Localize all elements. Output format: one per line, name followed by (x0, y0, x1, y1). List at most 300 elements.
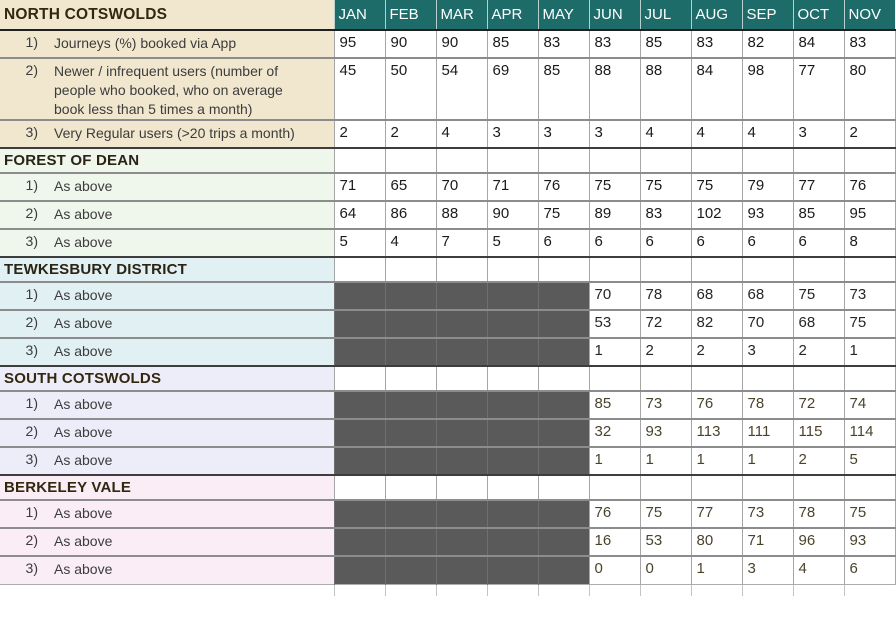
empty-cell (691, 257, 742, 282)
value-cell: 16 (589, 528, 640, 556)
blocked-cell (538, 310, 589, 338)
value-cell: 102 (691, 201, 742, 229)
value-cell: 65 (385, 173, 436, 201)
empty-cell (436, 475, 487, 500)
value-cell: 1 (742, 447, 793, 475)
empty-cell (589, 257, 640, 282)
value-cell: 75 (793, 282, 844, 310)
value-cell: 95 (844, 201, 895, 229)
section-title: NORTH COTSWOLDS (0, 0, 334, 30)
blocked-cell (538, 447, 589, 475)
empty-cell (742, 148, 793, 173)
blocked-cell (436, 310, 487, 338)
empty-cell (844, 148, 895, 173)
value-cell: 84 (691, 58, 742, 120)
row-label (0, 173, 334, 201)
table-row (0, 419, 895, 447)
value-cell: 85 (538, 58, 589, 120)
section-title-row (0, 257, 895, 282)
month-header: APR (487, 0, 538, 30)
value-cell: 68 (742, 282, 793, 310)
row-label-text: As above (54, 505, 113, 521)
value-cell: 88 (589, 58, 640, 120)
value-cell: 114 (844, 419, 895, 447)
value-cell: 6 (589, 229, 640, 257)
empty-cell (334, 257, 385, 282)
empty-cell (436, 257, 487, 282)
value-cell: 89 (589, 201, 640, 229)
value-cell: 83 (691, 30, 742, 58)
blocked-cell (334, 556, 385, 584)
value-cell: 75 (538, 201, 589, 229)
empty-cell (844, 366, 895, 391)
blocked-cell (385, 447, 436, 475)
value-cell: 83 (844, 30, 895, 58)
value-cell: 68 (691, 282, 742, 310)
empty-cell (742, 366, 793, 391)
empty-cell (334, 366, 385, 391)
value-cell: 0 (589, 556, 640, 584)
empty-cell (793, 475, 844, 500)
row-label-text: As above (54, 533, 113, 549)
empty-cell (385, 257, 436, 282)
blocked-cell (334, 391, 385, 419)
row-number: 2) (25, 423, 38, 439)
value-cell: 77 (793, 58, 844, 120)
value-cell: 83 (640, 201, 691, 229)
row-label-text: As above (54, 424, 113, 440)
value-cell: 76 (844, 173, 895, 201)
blocked-cell (334, 500, 385, 528)
blocked-cell (487, 528, 538, 556)
filler-cell (538, 584, 589, 596)
row-label (0, 500, 334, 528)
value-cell: 113 (691, 419, 742, 447)
month-header: NOV (844, 0, 895, 30)
value-cell: 80 (691, 528, 742, 556)
table-row (0, 500, 895, 528)
empty-cell (538, 475, 589, 500)
filler-cell (589, 584, 640, 596)
value-cell: 45 (334, 58, 385, 120)
blocked-cell (538, 556, 589, 584)
value-cell: 93 (742, 201, 793, 229)
value-cell: 71 (742, 528, 793, 556)
value-cell: 4 (640, 120, 691, 148)
empty-cell (793, 366, 844, 391)
blocked-cell (385, 419, 436, 447)
row-label-text: As above (54, 396, 113, 412)
value-cell: 80 (844, 58, 895, 120)
blocked-cell (436, 447, 487, 475)
value-cell: 83 (538, 30, 589, 58)
empty-cell (385, 148, 436, 173)
row-label (0, 391, 334, 419)
section-title-row (0, 148, 895, 173)
empty-cell (691, 148, 742, 173)
blocked-cell (538, 500, 589, 528)
empty-cell (334, 148, 385, 173)
empty-cell (436, 366, 487, 391)
row-label (0, 201, 334, 229)
filler-cell (844, 584, 895, 596)
month-header: SEP (742, 0, 793, 30)
row-label (0, 419, 334, 447)
empty-cell (742, 257, 793, 282)
empty-cell (589, 475, 640, 500)
row-label-text: As above (54, 178, 113, 194)
blocked-cell (487, 556, 538, 584)
row-label (0, 310, 334, 338)
row-label-text: Very Regular users (>20 trips a month) (54, 125, 295, 141)
empty-cell (538, 148, 589, 173)
value-cell: 1 (589, 447, 640, 475)
value-cell: 84 (793, 30, 844, 58)
value-cell: 78 (793, 500, 844, 528)
value-cell: 3 (538, 120, 589, 148)
blocked-cell (487, 310, 538, 338)
value-cell: 75 (844, 310, 895, 338)
value-cell: 68 (793, 310, 844, 338)
value-cell: 95 (334, 30, 385, 58)
value-cell: 72 (640, 310, 691, 338)
row-number: 3) (25, 560, 38, 576)
value-cell: 70 (589, 282, 640, 310)
value-cell: 90 (487, 201, 538, 229)
value-cell: 70 (742, 310, 793, 338)
empty-cell (640, 366, 691, 391)
value-cell: 1 (844, 338, 895, 366)
bottom-filler-row (0, 584, 895, 596)
empty-cell (589, 148, 640, 173)
empty-cell (640, 475, 691, 500)
empty-cell (844, 257, 895, 282)
month-header: JUL (640, 0, 691, 30)
value-cell: 6 (742, 229, 793, 257)
row-label-text: As above (54, 234, 113, 250)
month-header: JAN (334, 0, 385, 30)
row-label (0, 58, 334, 120)
row-label (0, 229, 334, 257)
blocked-cell (385, 556, 436, 584)
value-cell: 88 (640, 58, 691, 120)
empty-cell (742, 475, 793, 500)
value-cell: 4 (691, 120, 742, 148)
table-row (0, 201, 895, 229)
filler-cell (487, 584, 538, 596)
value-cell: 74 (844, 391, 895, 419)
value-cell: 76 (589, 500, 640, 528)
blocked-cell (487, 419, 538, 447)
row-number: 1) (25, 504, 38, 520)
empty-cell (487, 148, 538, 173)
section-title: BERKELEY VALE (0, 475, 334, 500)
value-cell: 2 (844, 120, 895, 148)
value-cell: 75 (640, 500, 691, 528)
value-cell: 82 (742, 30, 793, 58)
value-cell: 75 (691, 173, 742, 201)
row-number: 1) (25, 177, 38, 193)
blocked-cell (538, 282, 589, 310)
value-cell: 2 (385, 120, 436, 148)
row-label-text: As above (54, 343, 113, 359)
empty-cell (589, 366, 640, 391)
row-label-text: As above (54, 561, 113, 577)
blocked-cell (436, 528, 487, 556)
value-cell: 4 (436, 120, 487, 148)
table-row (0, 120, 895, 148)
value-cell: 76 (538, 173, 589, 201)
month-header: AUG (691, 0, 742, 30)
section-title: FOREST OF DEAN (0, 148, 334, 173)
blocked-cell (436, 391, 487, 419)
value-cell: 90 (436, 30, 487, 58)
blocked-cell (385, 391, 436, 419)
row-number: 3) (25, 342, 38, 358)
value-cell: 1 (691, 447, 742, 475)
value-cell: 75 (640, 173, 691, 201)
value-cell: 96 (793, 528, 844, 556)
value-cell: 78 (640, 282, 691, 310)
empty-cell (793, 148, 844, 173)
table-row (0, 556, 895, 584)
value-cell: 5 (844, 447, 895, 475)
empty-cell (487, 475, 538, 500)
value-cell: 4 (742, 120, 793, 148)
table-row (0, 282, 895, 310)
value-cell: 1 (691, 556, 742, 584)
blocked-cell (487, 338, 538, 366)
blocked-cell (334, 282, 385, 310)
month-header: MAY (538, 0, 589, 30)
value-cell: 2 (793, 447, 844, 475)
section-title: SOUTH COTSWOLDS (0, 366, 334, 391)
value-cell: 77 (793, 173, 844, 201)
blocked-cell (436, 282, 487, 310)
value-cell: 72 (793, 391, 844, 419)
blocked-cell (487, 447, 538, 475)
value-cell: 75 (844, 500, 895, 528)
value-cell: 69 (487, 58, 538, 120)
value-cell: 6 (691, 229, 742, 257)
table-row (0, 447, 895, 475)
month-header: JUN (589, 0, 640, 30)
month-header: OCT (793, 0, 844, 30)
value-cell: 6 (844, 556, 895, 584)
table-row (0, 30, 895, 58)
blocked-cell (487, 282, 538, 310)
table-header-row (0, 0, 895, 30)
value-cell: 7 (436, 229, 487, 257)
row-number: 3) (25, 451, 38, 467)
empty-cell (385, 475, 436, 500)
value-cell: 93 (640, 419, 691, 447)
blocked-cell (334, 310, 385, 338)
blocked-cell (487, 500, 538, 528)
row-label (0, 338, 334, 366)
blocked-cell (334, 338, 385, 366)
row-label-text: Newer / infrequent users (number of people who booked, who on average book less than 5 times a month) (54, 63, 283, 117)
blocked-cell (436, 556, 487, 584)
table-row (0, 229, 895, 257)
filler-cell (793, 584, 844, 596)
empty-cell (334, 475, 385, 500)
blocked-cell (385, 310, 436, 338)
table-row (0, 391, 895, 419)
row-label-text: Journeys (%) booked via App (54, 35, 237, 51)
value-cell: 50 (385, 58, 436, 120)
value-cell: 82 (691, 310, 742, 338)
empty-cell (691, 366, 742, 391)
row-number: 3) (25, 124, 38, 140)
row-label (0, 120, 334, 148)
value-cell: 85 (640, 30, 691, 58)
empty-cell (844, 475, 895, 500)
value-cell: 76 (691, 391, 742, 419)
row-number: 2) (25, 62, 38, 78)
row-label (0, 528, 334, 556)
value-cell: 5 (487, 229, 538, 257)
value-cell: 53 (589, 310, 640, 338)
value-cell: 6 (538, 229, 589, 257)
empty-cell (640, 257, 691, 282)
blocked-cell (385, 282, 436, 310)
value-cell: 2 (793, 338, 844, 366)
row-number: 1) (25, 395, 38, 411)
blocked-cell (334, 419, 385, 447)
value-cell: 1 (589, 338, 640, 366)
filler-cell (640, 584, 691, 596)
value-cell: 115 (793, 419, 844, 447)
value-cell: 79 (742, 173, 793, 201)
empty-cell (487, 257, 538, 282)
value-cell: 85 (793, 201, 844, 229)
blocked-cell (538, 391, 589, 419)
row-number: 1) (25, 286, 38, 302)
value-cell: 6 (640, 229, 691, 257)
value-cell: 32 (589, 419, 640, 447)
value-cell: 53 (640, 528, 691, 556)
empty-cell (436, 148, 487, 173)
table-row (0, 338, 895, 366)
blocked-cell (385, 338, 436, 366)
empty-cell (487, 366, 538, 391)
empty-cell (793, 257, 844, 282)
empty-cell (640, 148, 691, 173)
value-cell: 3 (793, 120, 844, 148)
blocked-cell (334, 528, 385, 556)
value-cell: 85 (487, 30, 538, 58)
row-label (0, 30, 334, 58)
value-cell: 111 (742, 419, 793, 447)
value-cell: 90 (385, 30, 436, 58)
blocked-cell (334, 447, 385, 475)
value-cell: 0 (640, 556, 691, 584)
value-cell: 98 (742, 58, 793, 120)
filler-cell (436, 584, 487, 596)
value-cell: 2 (640, 338, 691, 366)
row-label-text: As above (54, 206, 113, 222)
row-number: 2) (25, 532, 38, 548)
filler-cell (742, 584, 793, 596)
row-label (0, 282, 334, 310)
empty-cell (538, 366, 589, 391)
row-number: 2) (25, 205, 38, 221)
value-cell: 88 (436, 201, 487, 229)
empty-cell (538, 257, 589, 282)
blocked-cell (385, 500, 436, 528)
table-row (0, 310, 895, 338)
value-cell: 71 (487, 173, 538, 201)
value-cell: 73 (742, 500, 793, 528)
row-label-text: As above (54, 315, 113, 331)
value-cell: 3 (487, 120, 538, 148)
blocked-cell (538, 528, 589, 556)
row-number: 1) (25, 34, 38, 50)
value-cell: 86 (385, 201, 436, 229)
filler-cell (0, 584, 334, 596)
value-cell: 93 (844, 528, 895, 556)
blocked-cell (538, 419, 589, 447)
value-cell: 85 (589, 391, 640, 419)
value-cell: 73 (844, 282, 895, 310)
value-cell: 3 (742, 338, 793, 366)
blocked-cell (436, 500, 487, 528)
row-label (0, 447, 334, 475)
filler-cell (691, 584, 742, 596)
row-label-text: As above (54, 452, 113, 468)
value-cell: 3 (589, 120, 640, 148)
blocked-cell (385, 528, 436, 556)
month-header: MAR (436, 0, 487, 30)
filler-cell (385, 584, 436, 596)
row-label (0, 556, 334, 584)
row-number: 3) (25, 233, 38, 249)
section-title: TEWKESBURY DISTRICT (0, 257, 334, 282)
row-number: 2) (25, 314, 38, 330)
value-cell: 3 (742, 556, 793, 584)
filler-cell (334, 584, 385, 596)
value-cell: 75 (589, 173, 640, 201)
value-cell: 1 (640, 447, 691, 475)
section-title-row (0, 366, 895, 391)
empty-cell (691, 475, 742, 500)
value-cell: 77 (691, 500, 742, 528)
value-cell: 64 (334, 201, 385, 229)
value-cell: 78 (742, 391, 793, 419)
table-row (0, 58, 895, 120)
value-cell: 54 (436, 58, 487, 120)
empty-cell (385, 366, 436, 391)
blocked-cell (436, 419, 487, 447)
row-label-text: As above (54, 287, 113, 303)
value-cell: 70 (436, 173, 487, 201)
table-row (0, 173, 895, 201)
value-cell: 4 (385, 229, 436, 257)
value-cell: 8 (844, 229, 895, 257)
value-cell: 5 (334, 229, 385, 257)
value-cell: 2 (334, 120, 385, 148)
section-title-row (0, 475, 895, 500)
value-cell: 2 (691, 338, 742, 366)
value-cell: 6 (793, 229, 844, 257)
blocked-cell (436, 338, 487, 366)
value-cell: 73 (640, 391, 691, 419)
blocked-cell (538, 338, 589, 366)
table-row (0, 528, 895, 556)
value-cell: 4 (793, 556, 844, 584)
value-cell: 71 (334, 173, 385, 201)
